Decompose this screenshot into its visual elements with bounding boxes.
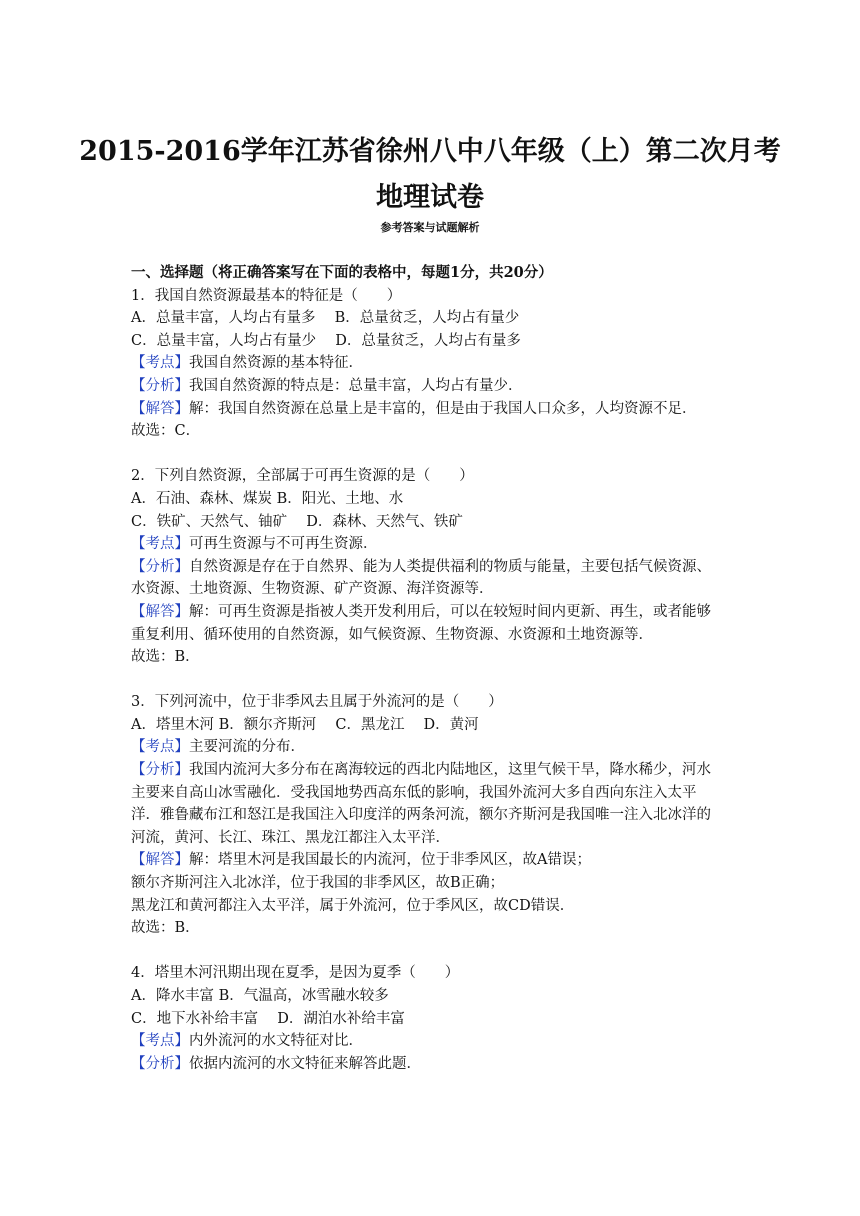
- question-2: [131, 465, 731, 668]
- spacer: [131, 940, 731, 963]
- kaodian-line: [131, 352, 731, 375]
- kaodian-tag: 【考点】: [131, 739, 189, 756]
- jieda-text: 解：可再生资源是指被人类开发利用后，可以在较短时间内更新、再生，或者能够: [189, 603, 711, 620]
- kaodian-line: [131, 533, 731, 556]
- fenxi-line: [131, 375, 731, 398]
- fenxi-continuation: 主要来自高山冰雪融化．受我国地势西高东低的影响，我国外流河大多自西向东注入太平: [131, 784, 697, 801]
- fenxi-line: [131, 556, 731, 579]
- fenxi-continuation: 河流，黄河、长江、珠江、黑龙江都注入太平洋．: [131, 829, 450, 846]
- question-option: C．铁矿、天然气、铀矿 D．森林、天然气、铁矿: [131, 513, 463, 530]
- kaodian-text: 主要河流的分布．: [189, 739, 305, 756]
- kaodian-tag: 【考点】: [131, 1033, 189, 1050]
- question-option: A．总量丰富，人均占有量多 B．总量贫乏，人均占有量少: [131, 310, 520, 327]
- fenxi-line: [131, 759, 731, 782]
- jieda-text: 解：塔里木河是我国最长的内流河，位于非季风区，故A错误；: [189, 852, 591, 869]
- jieda-continuation: 额尔齐斯河注入北冰洋，位于我国的非季风区，故B正确；: [131, 875, 505, 892]
- section-title: 一、选择题（将正确答案写在下面的表格中，每题1分，共20分）: [131, 264, 553, 281]
- fenxi-text: 我国自然资源的特点是：总量丰富，人均占有量少．: [189, 377, 523, 394]
- fenxi-tag: 【分析】: [131, 558, 189, 575]
- jieda-line: [131, 601, 731, 624]
- fenxi-text: 自然资源是存在于自然界、能为人类提供福利的物质与能量，主要包括气候资源、: [189, 558, 711, 575]
- question-option: A．塔里木河 B．额尔齐斯河 C．黑龙江 D．黄河: [131, 716, 479, 733]
- spacer: [131, 443, 731, 466]
- jieda-continuation: 黑龙江和黄河都注入太平洋，属于外流河，位于季风区，故CD错误．: [131, 897, 575, 914]
- jieda-tag: 【解答】: [131, 852, 189, 869]
- question-option: C．总量丰富，人均占有量少 D．总量贫乏，人均占有量多: [131, 332, 521, 349]
- question-1: [131, 285, 731, 443]
- answer-line: 故选：C．: [131, 423, 201, 440]
- kaodian-tag: 【考点】: [131, 536, 189, 553]
- jieda-line: [131, 849, 731, 872]
- fenxi-text: 我国内流河大多分布在离海较远的西北内陆地区，这里气候干旱，降水稀少，河水: [189, 762, 711, 779]
- page-subtitle: 参考答案与试题解析: [380, 221, 480, 234]
- document-body: [131, 262, 731, 1075]
- page-title: 2015-2016学年江苏省徐州八中八年级（上）第二次月考: [79, 136, 781, 167]
- answer-line: 故选：B．: [131, 649, 200, 666]
- jieda-continuation: 重复利用、循环使用的自然资源，如气候资源、生物资源、水资源和土地资源等．: [131, 626, 653, 643]
- jieda-line: [131, 398, 731, 421]
- question-stem: 2．下列自然资源，全部属于可再生资源的是（ ）: [131, 468, 474, 485]
- jieda-tag: 【解答】: [131, 400, 189, 417]
- kaodian-text: 我国自然资源的基本特征．: [189, 355, 363, 372]
- question-4: [131, 962, 731, 1075]
- question-option: A．石油、森林、煤炭 B．阳光、土地、水: [131, 490, 404, 507]
- question-stem: 1．我国自然资源最基本的特征是（ ）: [131, 287, 402, 304]
- kaodian-text: 可再生资源与不可再生资源．: [189, 536, 378, 553]
- fenxi-line: [131, 1053, 731, 1076]
- question-option: C．地下水补给丰富 D．湖泊水补给丰富: [131, 1010, 405, 1027]
- jieda-text: 解：我国自然资源在总量上是丰富的，但是由于我国人口众多，人均资源不足．: [189, 400, 697, 417]
- fenxi-tag: 【分析】: [131, 762, 189, 779]
- kaodian-tag: 【考点】: [131, 355, 189, 372]
- jieda-tag: 【解答】: [131, 603, 189, 620]
- question-stem: 4．塔里木河汛期出现在夏季，是因为夏季（ ）: [131, 965, 460, 982]
- fenxi-text: 依据内流河的水文特征来解答此题．: [189, 1055, 421, 1072]
- kaodian-line: [131, 1030, 731, 1053]
- question-option: A．降水丰富 B．气温高，冰雪融水较多: [131, 988, 389, 1004]
- question-3: [131, 691, 731, 940]
- spacer: [131, 669, 731, 692]
- fenxi-continuation: 水资源、土地资源、生物资源、矿产资源、海洋资源等．: [131, 581, 494, 598]
- answer-line: 故选：B．: [131, 920, 200, 937]
- kaodian-line: [131, 736, 731, 759]
- fenxi-tag: 【分析】: [131, 1055, 189, 1072]
- fenxi-continuation: 洋．雅鲁藏布江和怒江是我国注入印度洋的两条河流，额尔齐斯河是我国唯一注入北冰洋的: [131, 807, 711, 824]
- question-stem: 3．下列河流中，位于非季风去且属于外流河的是（ ）: [131, 694, 503, 711]
- fenxi-tag: 【分析】: [131, 377, 189, 394]
- kaodian-text: 内外流河的水文特征对比．: [189, 1033, 363, 1050]
- page-title-line2: 地理试卷: [376, 182, 484, 213]
